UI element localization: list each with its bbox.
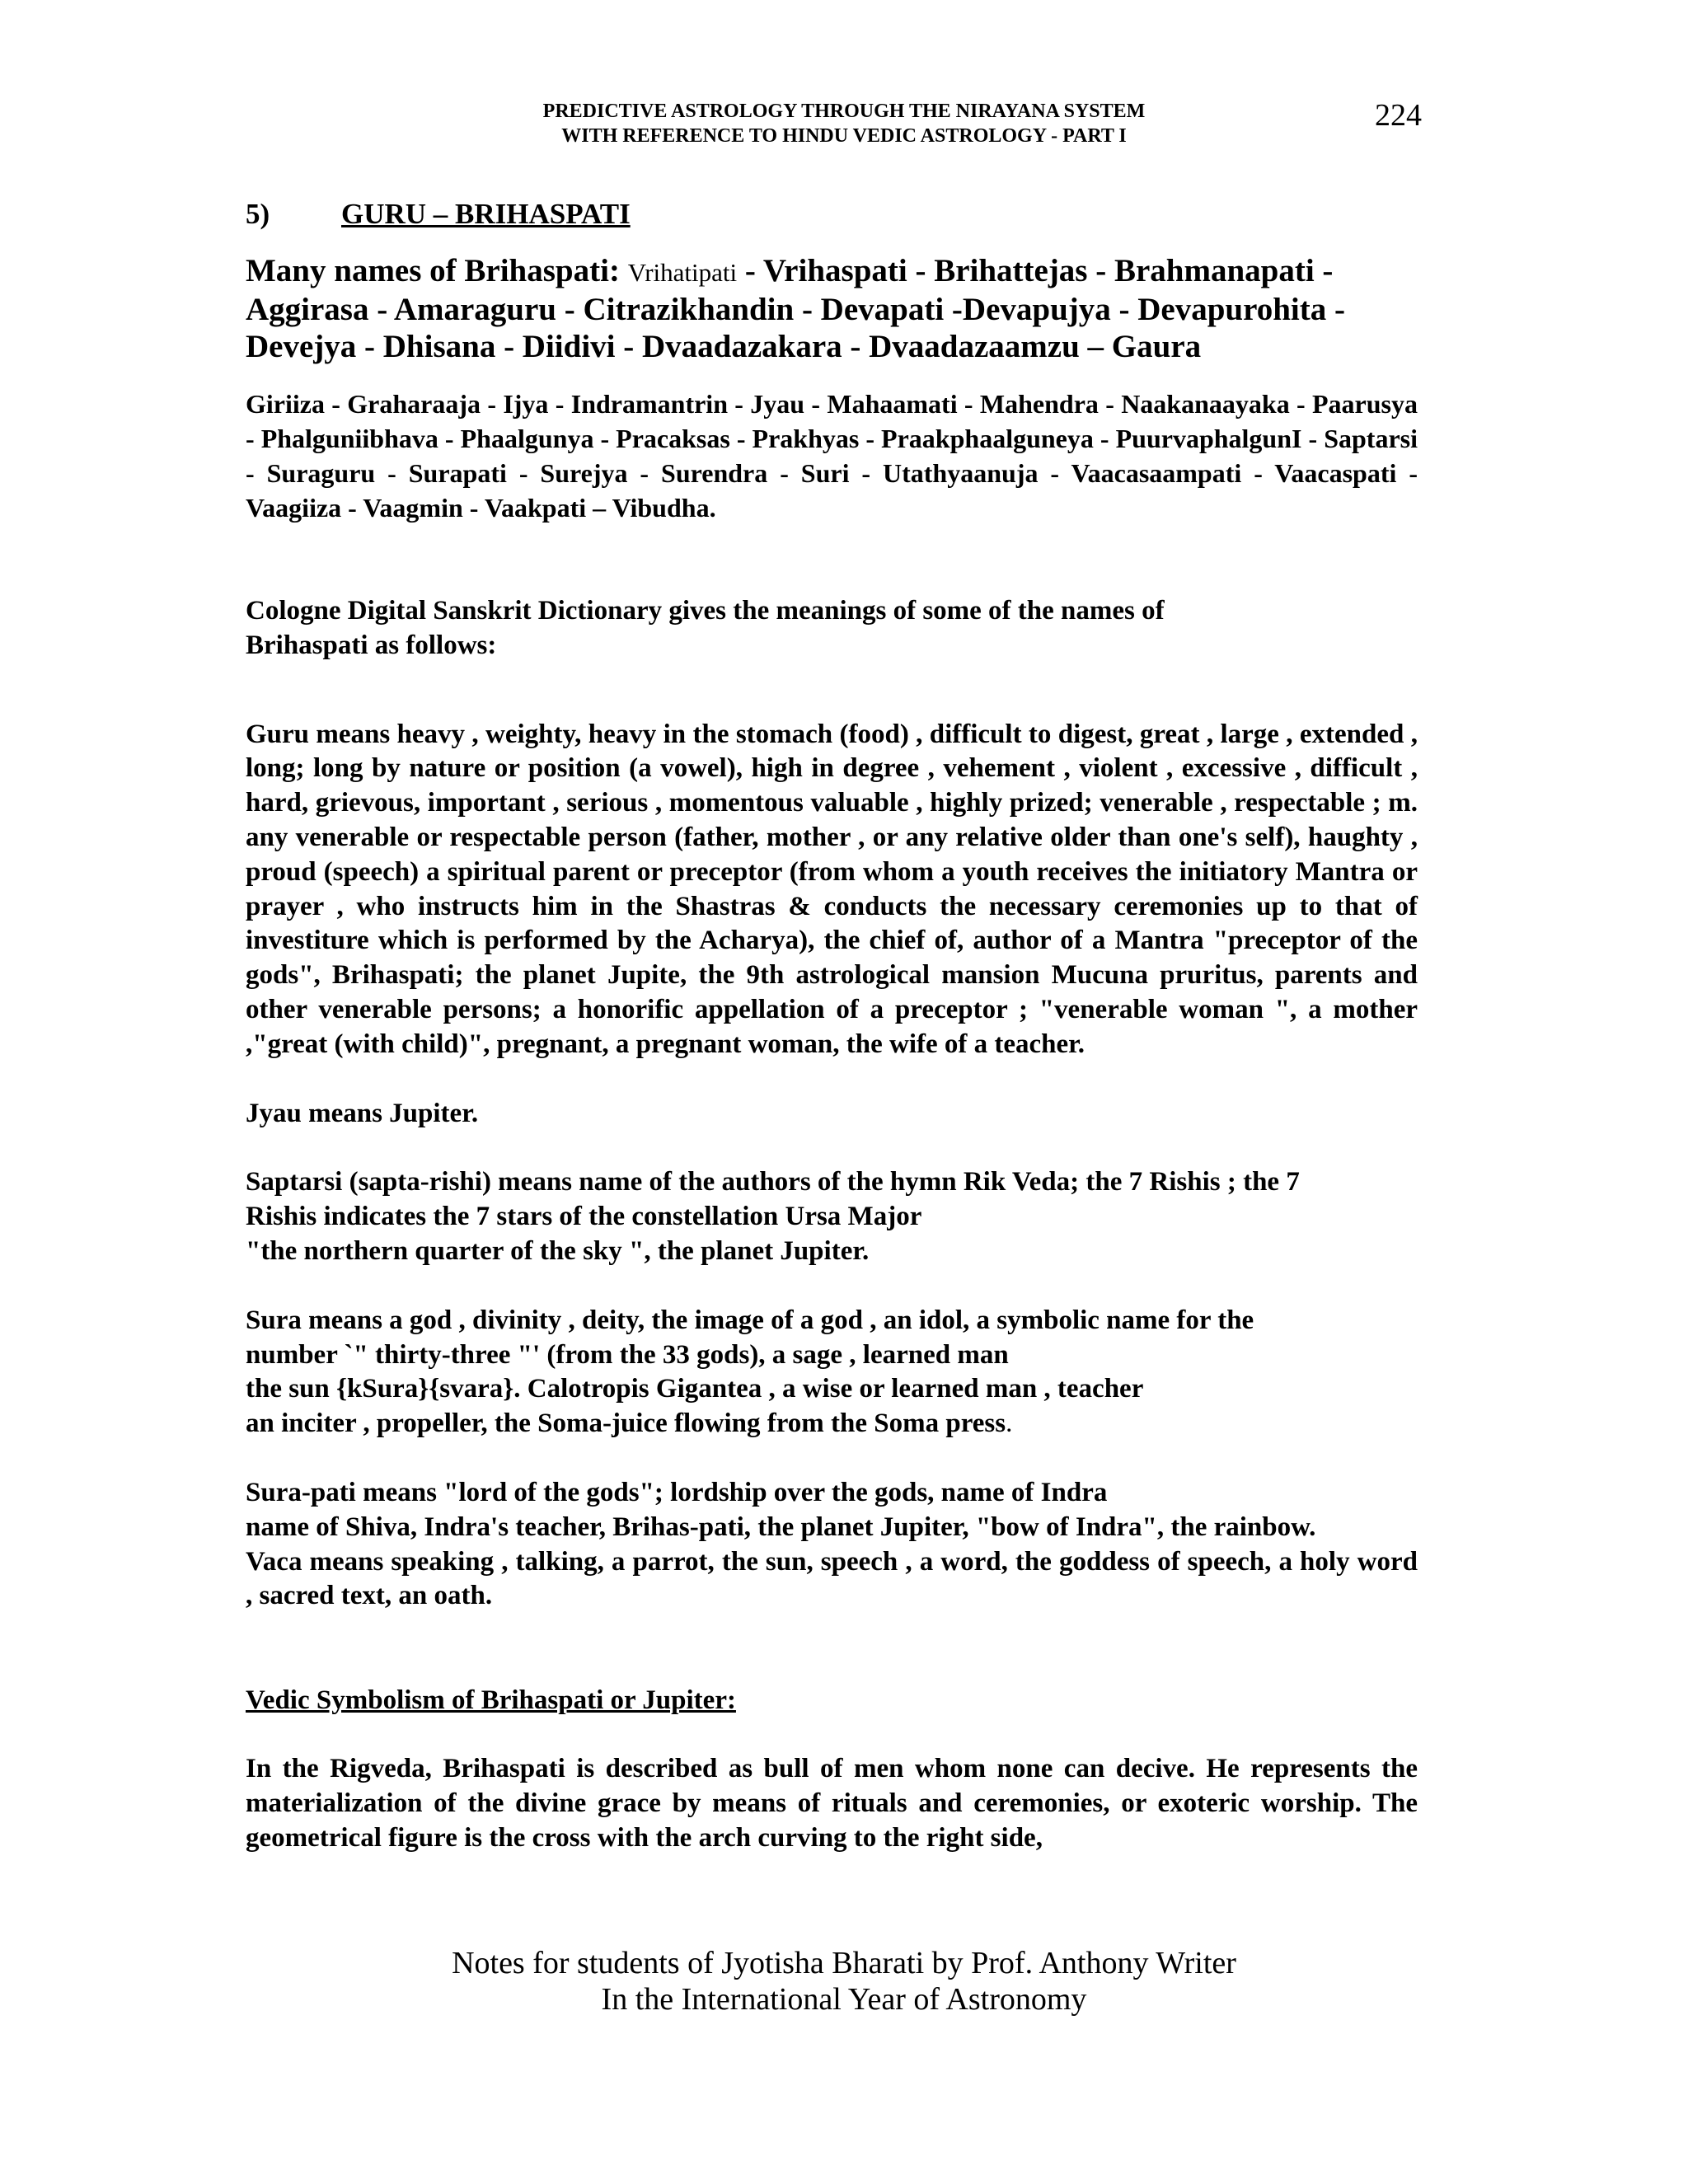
header-line-1: PREDICTIVE ASTROLOGY THROUGH THE NIRAYANA SYSTEM	[542, 101, 1146, 122]
names-intro-first: Vrihatipati	[627, 258, 738, 287]
guru-meaning: Guru means heavy , weighty, heavy in the stomach (food) , difficult to digest, great , large , extended , long; long by nature or position (a vowel), high in degree , vehement , violent , excessive , difficult , hard, grievous, important , serious , momentous valuable , highly prized; venerable , respectable ; m. any venerable or respectable person (father, mother , or any relative older than one's self), haughty , proud (speech) a spiritual parent or preceptor (from whom a youth receives the initiatory Mantra or prayer , who instructs him in the Shastras & conducts the necessary ceremonies up to that of investiture which is performed by the Acharya), the chief of, author of a Mantra "preceptor of the gods", Brihaspati; the planet Jupite, the 9th astrological mansion Mucuna pruritus, parents and other venerable persons; a honorific appellation of a preceptor ; "venerable woman ", a mother ,"great (with child)", pregnant, a pregnant woman, the wife of a teacher.	[246, 719, 1418, 1059]
surapati-line-1: Sura-pati means "lord of the gods"; lordship over the gods, name of Indra	[246, 1477, 1108, 1507]
footer-line-1: Notes for students of Jyotisha Bharati by Prof. Anthony Writer	[452, 1946, 1236, 1980]
running-header	[0, 99, 1688, 148]
footer-line-2: In the International Year of Astronomy	[601, 1982, 1087, 2017]
sura-meaning	[246, 1304, 1418, 1441]
page-footer	[0, 1945, 1688, 2018]
saptarsi-line-2: Rishis indicates the 7 stars of the constellation Ursa Major	[246, 1202, 922, 1232]
dictionary-intro-line-1: Cologne Digital Sanskrit Dictionary gives the meanings of some of the names of	[246, 596, 1165, 626]
header-line-2: WITH REFERENCE TO HINDU VEDIC ASTROLOGY - PART I	[561, 125, 1127, 147]
section-title-text: GURU – BRIHASPATI	[341, 198, 631, 230]
sura-line-3: the sun {kSura}{svara}. Calotropis Gigantea , a wise or learned man , teacher	[246, 1374, 1144, 1404]
vaca-meaning: Vaca means speaking , talking, a parrot, the sun, speech , a word, the goddess of speech, a holy word , sacred text, an oath.	[246, 1546, 1418, 1611]
sura-line-4-tail: .	[1006, 1408, 1013, 1439]
surapati-line-2: name of Shiva, Indra's teacher, Brihas-pati, the planet Jupiter, "bow of Indra", the rainbow.	[246, 1511, 1316, 1542]
section-number: 5)	[246, 198, 270, 230]
dictionary-intro	[246, 594, 1418, 663]
names-list: Giriiza - Graharaaja - Ijya - Indramantrin - Jyau - Mahaamati - Mahendra - Naakanaayaka - Paarusya - Phalguniibhava - Phaalgunya - Pracaksas - Prakhyas - Praakphaalguneya - PuurvaphalgunI - Saptarsi - Suraguru - Surapati - Surejya - Surendra - Suri - Utathyaanuja - Vaacasaampati - Vaacaspati - Vaagiiza - Vaagmin - Vaakpati – Vibudha.	[246, 389, 1418, 523]
sura-line-2: number `" thirty-three "' (from the 33 gods), a sage , learned man	[246, 1339, 1009, 1370]
symbolism-paragraph: In the Rigveda, Brihaspati is described as bull of men whom none can decive. He represents the materialization of the divine grace by means of rituals and ceremonies, or exoteric worship. The geometrical figure is the cross with the arch curving to the right side,	[246, 1754, 1418, 1853]
dictionary-intro-line-2: Brihaspati as follows:	[246, 630, 497, 660]
section-title	[246, 196, 1418, 232]
page-body	[246, 196, 1418, 1856]
page-number: 224	[1375, 98, 1422, 133]
names-intro	[246, 252, 1418, 365]
saptarsi-line-1: Saptarsi (sapta-rishi) means name of the authors of the hymn Rik Veda; the 7 Rishis ; the 7	[246, 1167, 1300, 1197]
names-intro-rest: - Vrihaspati - Brihattejas - Brahmanapati - Aggirasa - Amaraguru - Citrazikhandin - Devapati -Devapujya - Devapurohita - Devejya - Dhisana - Diidivi - Dvaadazakara - Dvaadazaamzu – Gaura	[246, 253, 1345, 364]
sura-line-1: Sura means a god , divinity , deity, the image of a god , an idol, a symbolic name for the	[246, 1305, 1254, 1335]
names-intro-label: Many names of Brihaspati:	[246, 253, 620, 288]
symbolism-heading: Vedic Symbolism of Brihaspati or Jupiter:	[246, 1685, 736, 1716]
saptarsi-meaning	[246, 1165, 1418, 1268]
surapati-meaning	[246, 1476, 1418, 1545]
saptarsi-line-3: "the northern quarter of the sky ", the planet Jupiter.	[246, 1235, 870, 1266]
jyau-meaning: Jyau means Jupiter.	[246, 1098, 479, 1128]
sura-line-4: an inciter , propeller, the Soma-juice flowing from the Soma press	[246, 1408, 1006, 1439]
